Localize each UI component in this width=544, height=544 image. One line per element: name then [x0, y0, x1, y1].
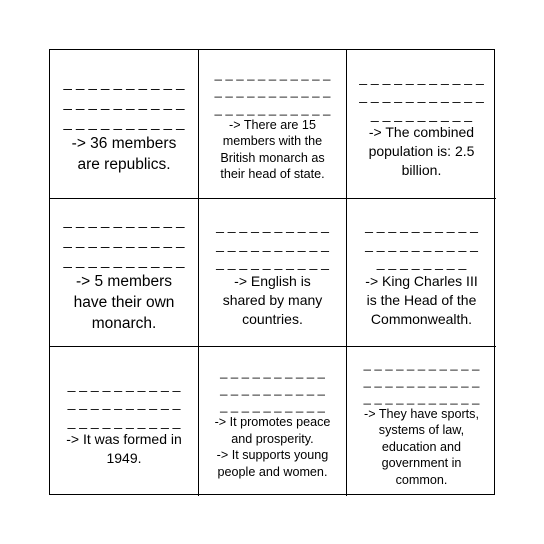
clue-text: -> It was formed in 1949. [66, 431, 182, 467]
answer-blanks: _ _ _ _ _ _ _ _ _ _ _ _ _ _ _ _ _ _ _ _ _ _ _ _ _ _ _ _ _ _ _ _ _ [214, 66, 331, 116]
bingo-cell-8[interactable] [199, 347, 347, 496]
answer-blanks: _ _ _ _ _ _ _ _ _ _ _ _ _ _ _ _ _ _ _ _ _ _ _ _ _ _ _ _ _ _ [67, 375, 181, 429]
answer-blanks: _ _ _ _ _ _ _ _ _ _ _ _ _ _ _ _ _ _ _ _ _ _ _ _ _ _ _ _ _ _ _ [359, 68, 484, 122]
clue-text: -> They have sports, systems of law, education and government in common. [364, 406, 479, 487]
answer-blanks: _ _ _ _ _ _ _ _ _ _ _ _ _ _ _ _ _ _ _ _ _ _ _ _ _ _ _ _ _ _ [220, 363, 325, 414]
clue-text: -> English is shared by many countries. [222, 272, 323, 327]
answer-blanks: _ _ _ _ _ _ _ _ _ _ _ _ _ _ _ _ _ _ _ _ _ _ _ _ _ _ _ _ _ _ _ _ _ [363, 355, 480, 405]
answer-blanks: _ _ _ _ _ _ _ _ _ _ _ _ _ _ _ _ _ _ _ _ _ _ _ _ _ _ _ _ _ _ [63, 212, 185, 269]
clue-text: -> It promotes peace and prosperity. -> It supports young people and women. [214, 415, 331, 479]
bingo-cell-3[interactable] [347, 50, 496, 199]
clue-text: -> The combined population is: 2.5 billion. [368, 124, 475, 179]
clue-text: -> 36 members are republics. [71, 134, 177, 173]
bingo-cell-7[interactable] [50, 347, 199, 496]
bingo-cell-5[interactable] [199, 199, 347, 347]
bingo-cell-4[interactable] [50, 199, 199, 347]
answer-blanks: _ _ _ _ _ _ _ _ _ _ _ _ _ _ _ _ _ _ _ _ _ _ _ _ _ _ _ _ _ _ [63, 74, 185, 131]
answer-blanks: _ _ _ _ _ _ _ _ _ _ _ _ _ _ _ _ _ _ _ _ _ _ _ _ _ _ _ _ _ _ [216, 217, 329, 271]
bingo-cell-9[interactable] [347, 347, 496, 496]
clue-text: -> King Charles III is the Head of the Commonwealth. [365, 272, 478, 327]
clue-text: -> 5 members have their own monarch. [73, 272, 175, 332]
bingo-cell-2[interactable] [199, 50, 347, 199]
bingo-cell-6[interactable] [347, 199, 496, 347]
bingo-cell-1[interactable] [50, 50, 199, 199]
answer-blanks: _ _ _ _ _ _ _ _ _ _ _ _ _ _ _ _ _ _ _ _ _ _ _ _ _ _ _ _ [365, 217, 478, 271]
bingo-card [49, 49, 495, 495]
clue-text: -> There are 15 members with the British monarch as their head of state. [220, 117, 325, 182]
